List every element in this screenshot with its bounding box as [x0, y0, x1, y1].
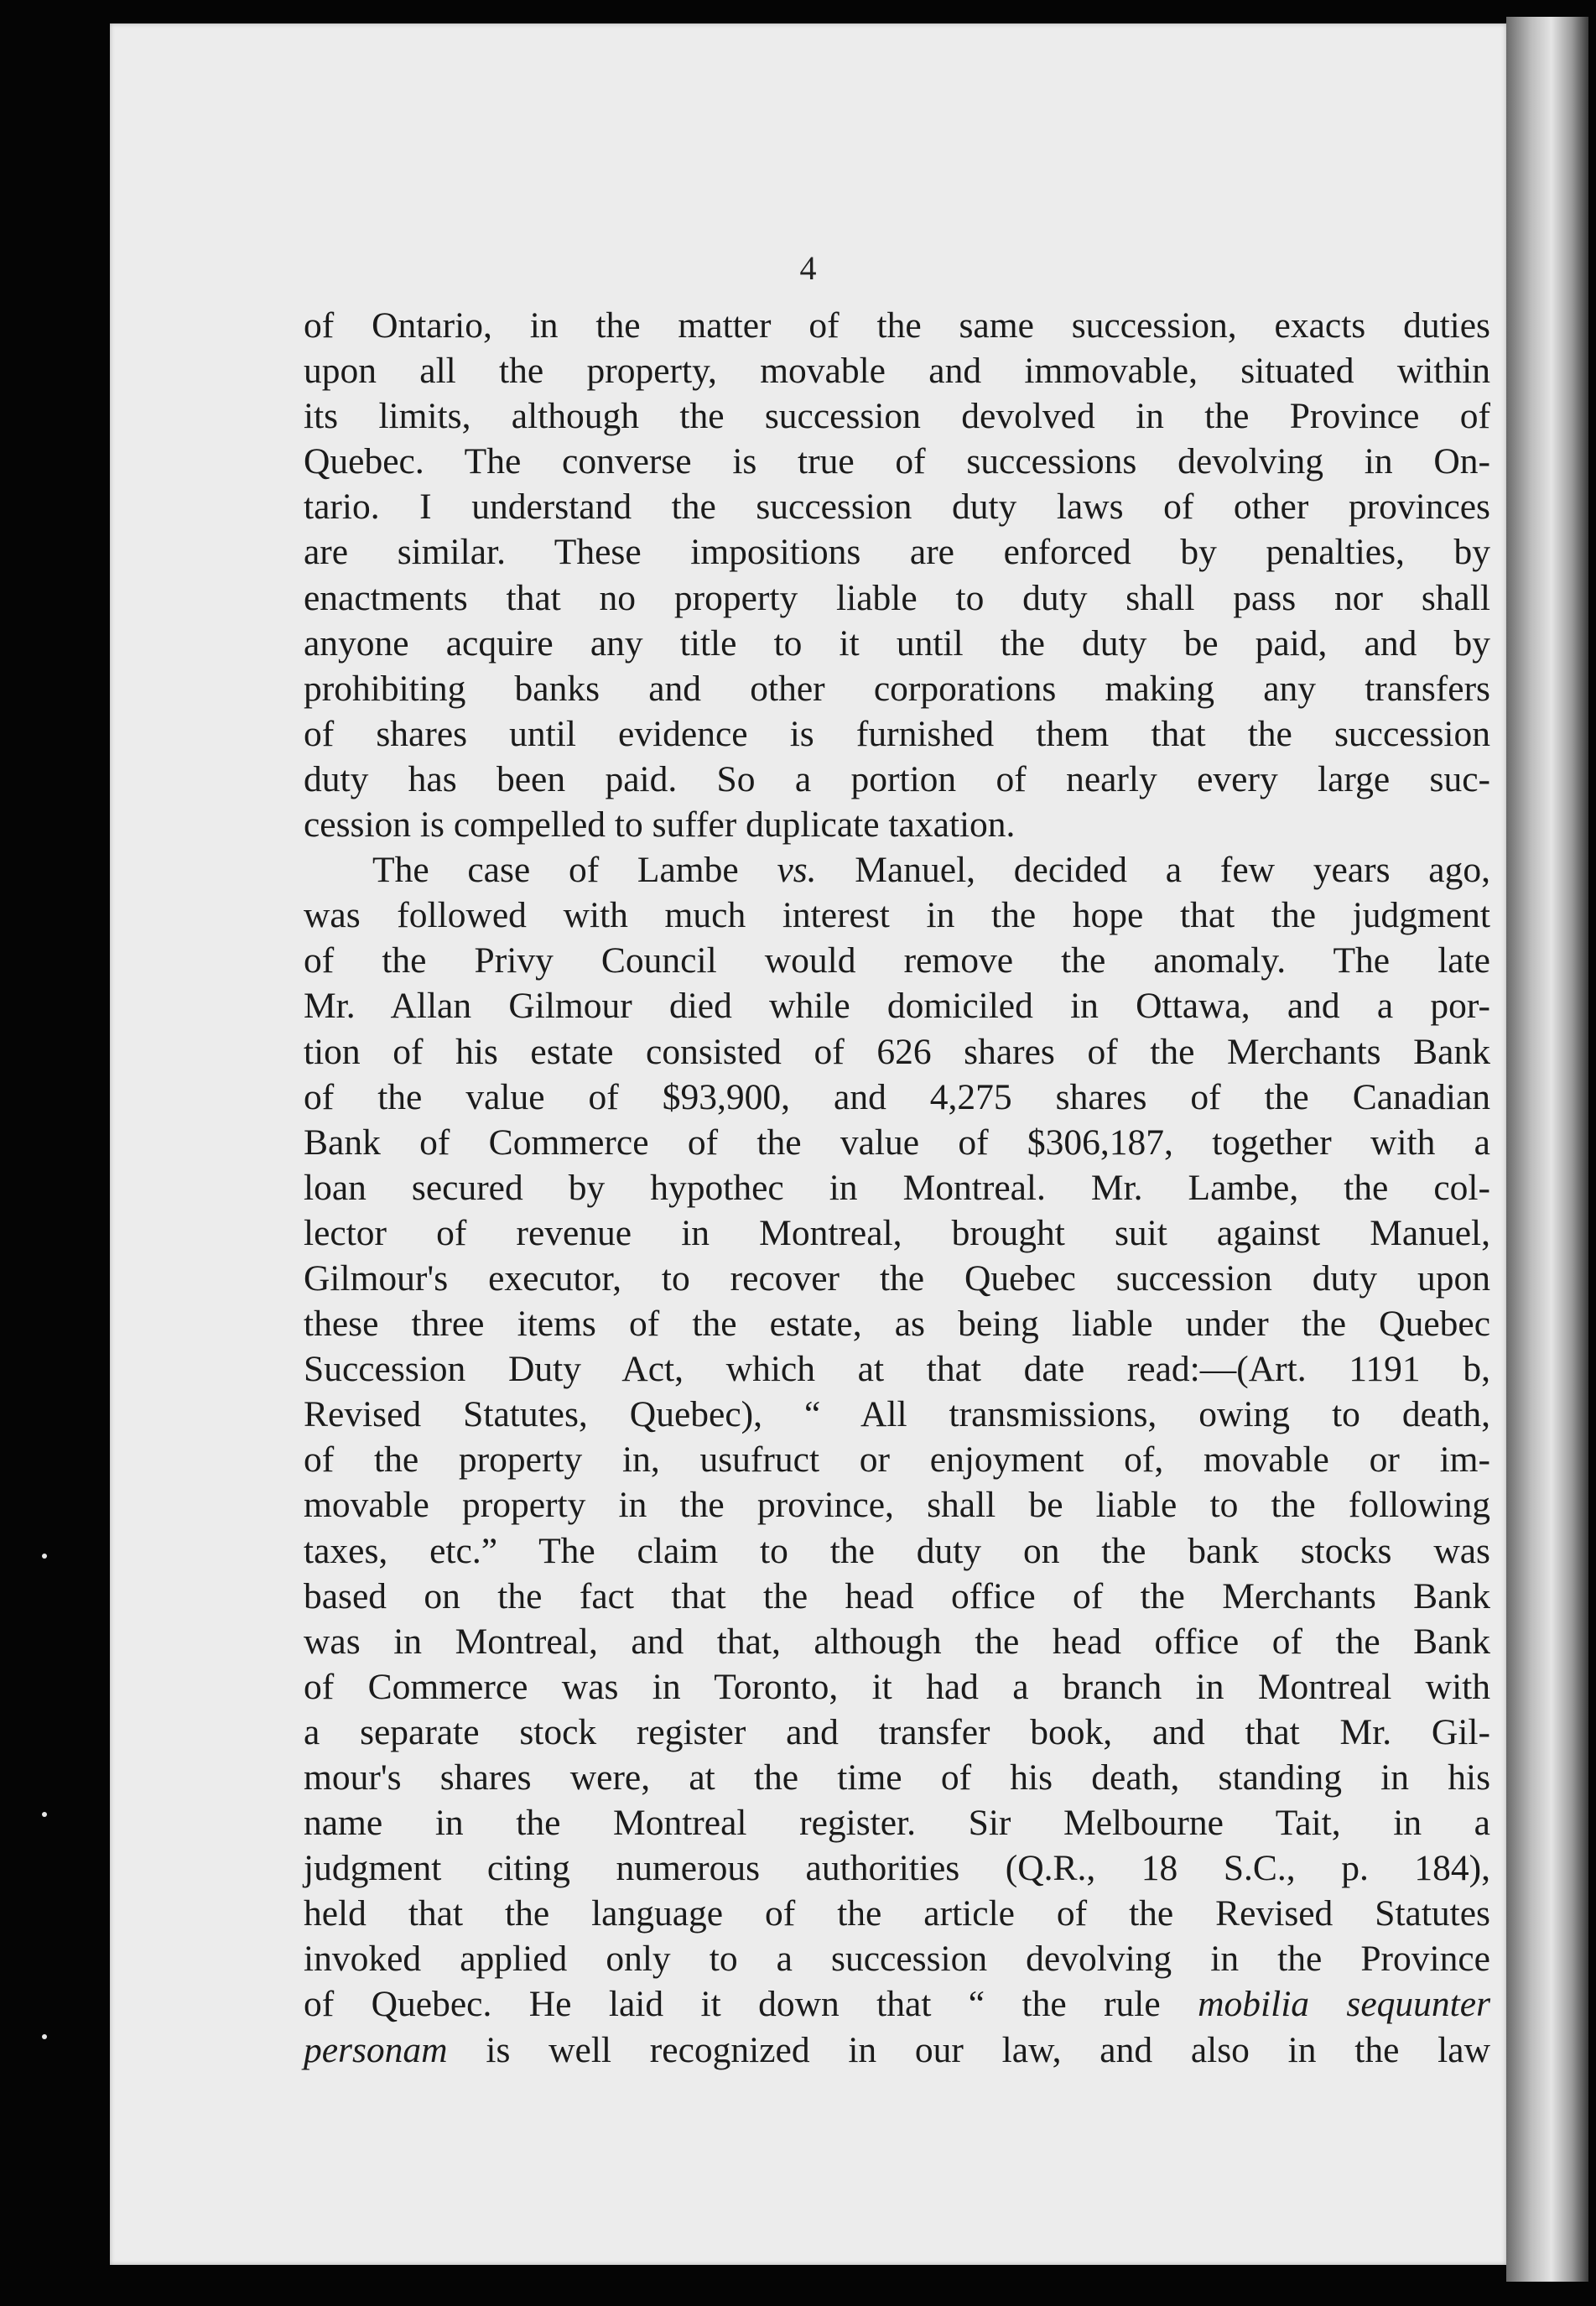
text-line: enactments that no property liable to duty shall pass nor shall	[304, 577, 1490, 618]
text-line: cession is compelled to suffer duplicate taxation.	[304, 804, 1016, 846]
text-line: prohibiting banks and other corporations making any transfers	[304, 668, 1490, 709]
text-line: Succession Duty Act, which at that date read:—(Art. 1191 b,	[304, 1349, 1490, 1390]
body-text	[304, 303, 1490, 2073]
text-line: of Commerce was in Toronto, it had a branch in Montreal with	[304, 1666, 1490, 1707]
text-line: was followed with much interest in the hope that the judgment	[304, 895, 1490, 936]
text-line: these three items of the estate, as being liable under the Quebec	[304, 1304, 1490, 1345]
text-line: taxes, etc.” The claim to the duty on the bank stocks was	[304, 1530, 1490, 1571]
text-line: judgment citing numerous authorities (Q.R., 18 S.C., p. 184),	[304, 1848, 1490, 1889]
text-line: based on the fact that the head office of the Merchants Bank	[304, 1575, 1490, 1616]
text-line: its limits, although the succession devolved in the Province of	[304, 396, 1490, 437]
text-line: movable property in the province, shall be liable to the following	[304, 1485, 1490, 1526]
text-line: lector of revenue in Montreal, brought suit against Manuel,	[304, 1212, 1490, 1253]
text-line: name in the Montreal register. Sir Melbourne Tait, in a	[304, 1803, 1490, 1844]
text-line: are similar. These impositions are enforced by penalties, by	[304, 532, 1490, 573]
text-line: mour's shares were, at the time of his death, standing in his	[304, 1757, 1490, 1798]
text-line: of shares until evidence is furnished them that the succession	[304, 713, 1490, 754]
text-line: of the Privy Council would remove the anomaly. The late	[304, 940, 1490, 981]
text-line: Revised Statutes, Quebec), “ All transmissions, owing to death,	[304, 1394, 1490, 1435]
text-line: tion of his estate consisted of 626 shares of the Merchants Bank	[304, 1031, 1490, 1072]
text-line: Gilmour's executor, to recover the Quebec succession duty upon	[304, 1257, 1490, 1299]
text-line: was in Montreal, and that, although the head office of the Bank	[304, 1621, 1490, 1662]
text-line: The case of Lambe vs. Manuel, decided a few years ago,	[372, 850, 1490, 891]
scan-speck	[42, 1812, 47, 1817]
text-line: a separate stock register and transfer book, and that Mr. Gil-	[304, 1711, 1490, 1752]
book-page-edge	[1506, 17, 1588, 2282]
text-line: tario. I understand the succession duty laws of other provinces	[304, 487, 1490, 528]
text-line: Mr. Allan Gilmour died while domiciled in Ottawa, and a por-	[304, 986, 1490, 1027]
text-line: of the property in, usufruct or enjoyment of, movable or im-	[304, 1439, 1490, 1481]
text-line: upon all the property, movable and immovable, situated within	[304, 351, 1490, 392]
page-number: 4	[799, 249, 817, 287]
text-line: of the value of $93,900, and 4,275 shares of the Canadian	[304, 1076, 1490, 1117]
text-line: Quebec. The converse is true of successions devolving in On-	[304, 441, 1490, 482]
text-line: of Quebec. He laid it down that “ the rule mobilia sequunter	[304, 1984, 1490, 2025]
scan-speck	[42, 1554, 47, 1559]
text-line: anyone acquire any title to it until the duty be paid, and by	[304, 622, 1490, 664]
text-line: duty has been paid. So a portion of nearly every large suc-	[304, 758, 1490, 799]
document-page	[110, 23, 1506, 2265]
text-line: personam is well recognized in our law, and also in the law	[304, 2029, 1490, 2070]
text-line: invoked applied only to a succession devolving in the Province	[304, 1939, 1490, 1980]
text-line: of Ontario, in the matter of the same succession, exacts duties	[304, 305, 1490, 346]
text-line: loan secured by hypothec in Montreal. Mr. Lambe, the col-	[304, 1167, 1490, 1208]
text-line: Bank of Commerce of the value of $306,187, together with a	[304, 1122, 1490, 1163]
text-line: held that the language of the article of the Revised Statutes	[304, 1893, 1490, 1934]
scan-speck	[42, 2034, 47, 2039]
